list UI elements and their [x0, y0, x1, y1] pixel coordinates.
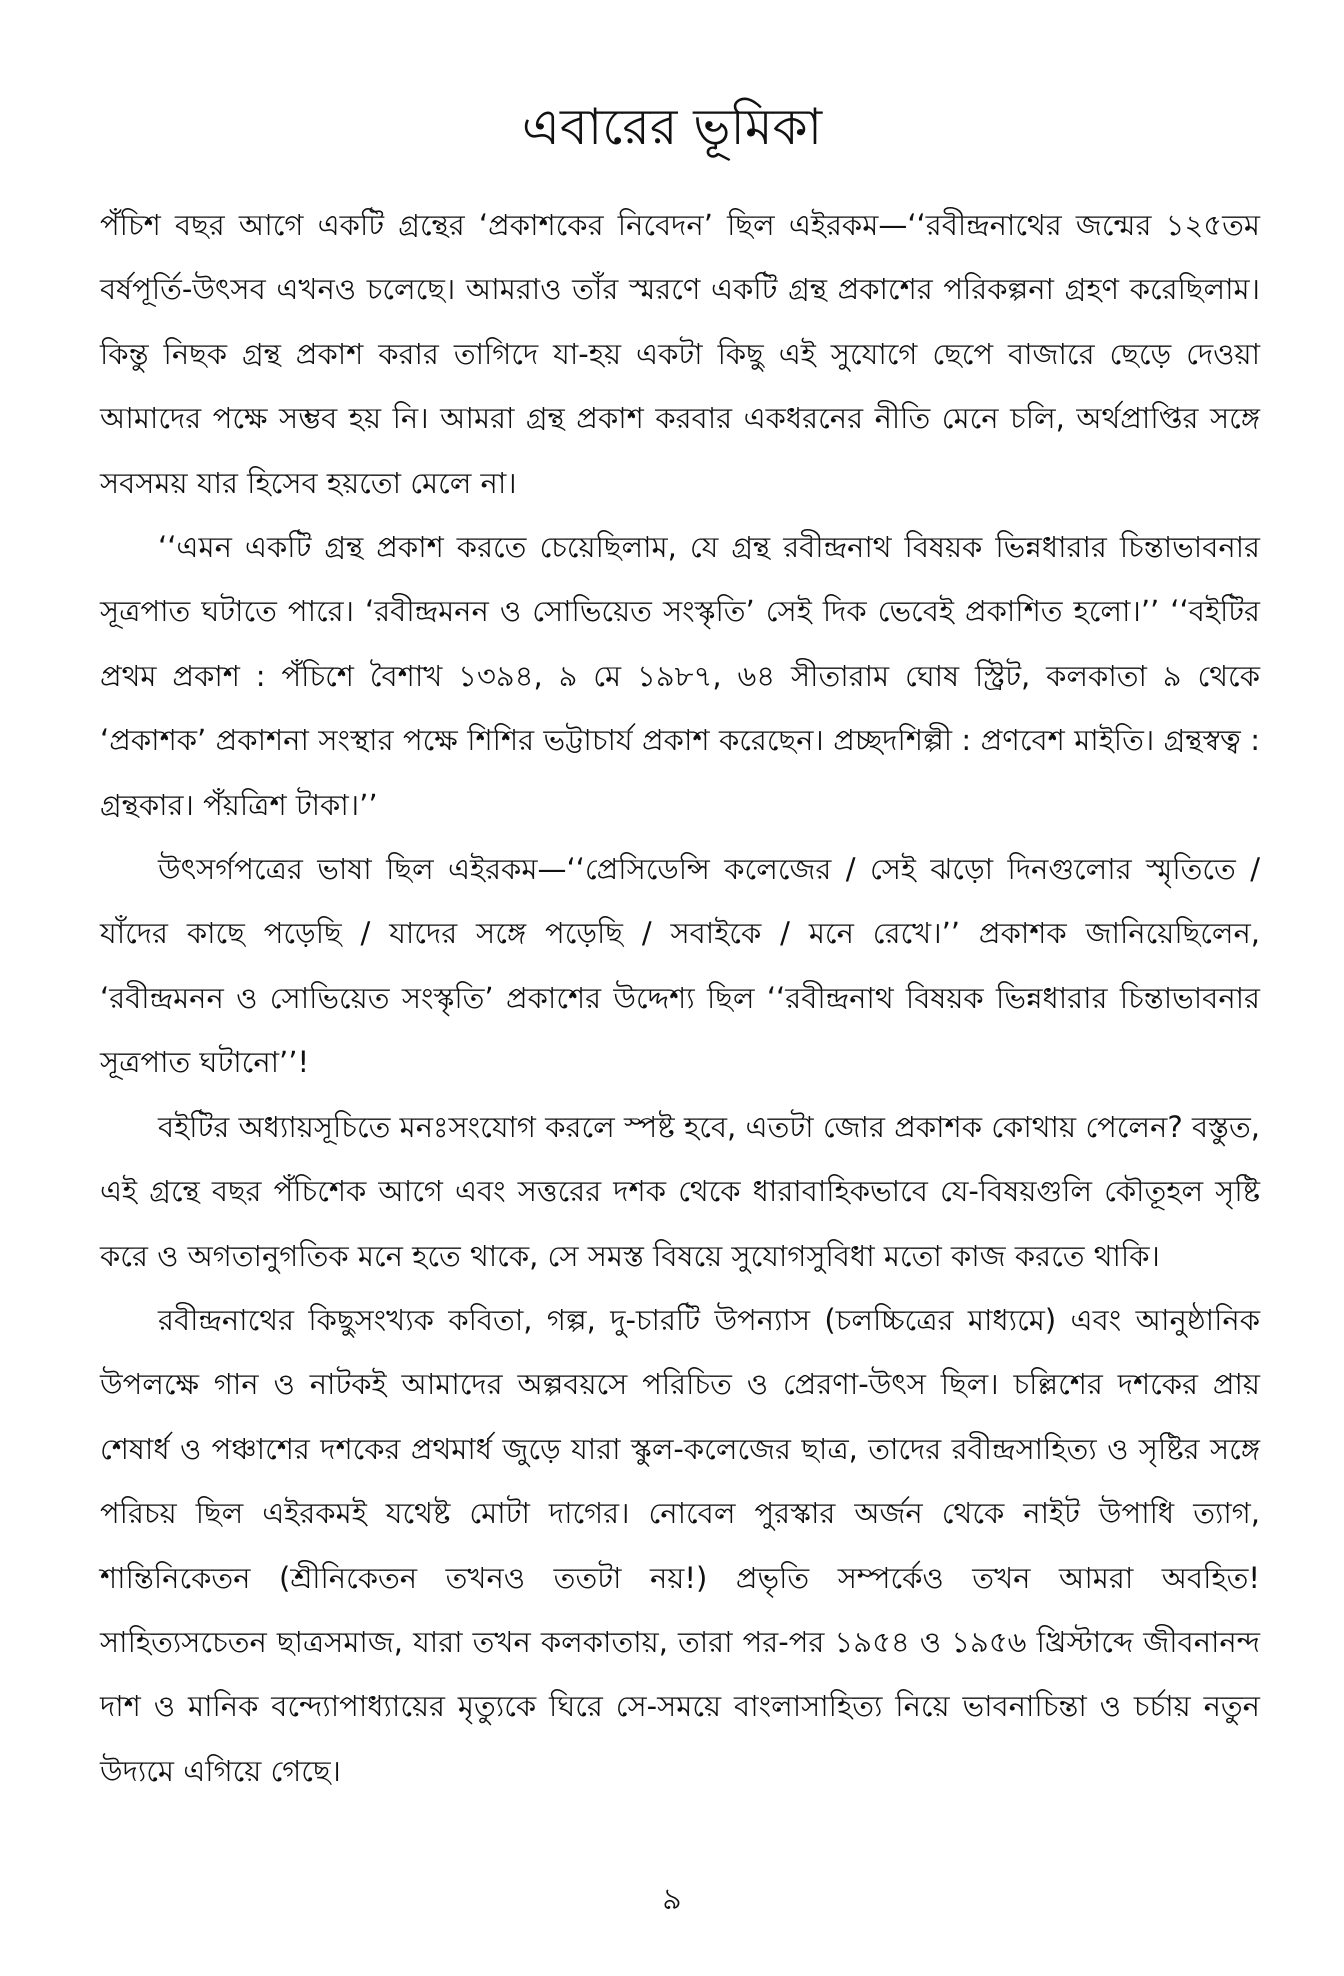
page-number: ৯ — [662, 1882, 682, 1917]
paragraph-3: উৎসর্গপত্রের ভাষা ছিল এইরকম—‘‘প্রেসিডেন্সি কলেজের / সেই ঝড়ো দিনগুলোর স্মৃতিতে / যাঁদের কাছে পড়েছি / যাদের সঙ্গে পড়েছি / সবাইকে / মনে রেখে।’’ প্রকাশক জানিয়েছিলেন, ‘রবীন্দ্রমনন ও সোভিয়েত সংস্কৃতি’ প্রকাশের উদ্দেশ্য ছিল ‘‘রবীন্দ্রনাথ বিষয়ক ভিন্নধারার চিন্তাভাবনার সূত্রপাত ঘটানো’’! — [100, 852, 1260, 1080]
paragraph-1: পঁচিশ বছর আগে একটি গ্রন্থের ‘প্রকাশকের নিবেদন’ ছিল এইরকম—‘‘রবীন্দ্রনাথের জন্মের ১২৫তম বর্ষপূর্তি-উৎসব এখনও চলেছে। আমরাও তাঁর স্মরণে একটি গ্রন্থ প্রকাশের পরিকল্পনা গ্রহণ করেছিলাম। কিন্তু নিছক গ্রন্থ প্রকাশ করার তাগিদে যা-হয় একটা কিছু এই সুযোগে ছেপে বাজারে ছেড়ে দেওয়া আমাদের পক্ষে সম্ভব হয় নি। আমরা গ্রন্থ প্রকাশ করবার একধরনের নীতি মেনে চলি, অর্থপ্রাপ্তির সঙ্গে সবসময় যার হিসেব হয়তো মেলে না। — [100, 208, 1260, 500]
paragraph-5: রবীন্দ্রনাথের কিছুসংখ্যক কবিতা, গল্প, দু-চারটি উপন্যাস (চলচ্চিত্রের মাধ্যমে) এবং আনুষ্ঠানিক উপলক্ষে গান ও নাটকই আমাদের অল্পবয়সে পরিচিত ও প্রেরণা-উৎস ছিল। চল্লিশের দশকের প্রায় শেষার্ধ ও পঞ্চাশের দশকের প্রথমার্ধ জুড়ে যারা স্কুল-কলেজের ছাত্র, তাদের রবীন্দ্রসাহিত্য ও সৃষ্টির সঙ্গে পরিচয় ছিল এইরকমই যথেষ্ট মোটা দাগের। নোবেল পুরস্কার অর্জন থেকে নাইট উপাধি ত্যাগ, শান্তিনিকেতন (শ্রীনিকেতন তখনও ততটা নয়!) প্রভৃতি সম্পর্কেও তখন আমরা অবহিত! সাহিত্যসচেতন ছাত্রসমাজ, যারা তখন কলকাতায়, তারা পর-পর ১৯৫৪ ও ১৯৫৬ খ্রিস্টাব্দে জীবনানন্দ দাশ ও মানিক বন্দ্যোপাধ্যায়ের মৃত্যুকে ঘিরে সে-সময়ে বাংলাসাহিত্য নিয়ে ভাবনাচিন্তা ও চর্চায় নতুন উদ্যমে এগিয়ে গেছে। — [100, 1302, 1260, 1788]
page-title: এবারের ভূমিকা — [521, 98, 823, 156]
body-text — [100, 193, 1260, 1803]
paragraph-2: ‘‘এমন একটি গ্রন্থ প্রকাশ করতে চেয়েছিলাম, যে গ্রন্থ রবীন্দ্রনাথ বিষয়ক ভিন্নধারার চিন্তাভাবনার সূত্রপাত ঘটাতে পারে। ‘রবীন্দ্রমনন ও সোভিয়েত সংস্কৃতি’ সেই দিক ভেবেই প্রকাশিত হলো।’’ ‘‘বইটির প্রথম প্রকাশ : পঁচিশে বৈশাখ ১৩৯৪, ৯ মে ১৯৮৭, ৬৪ সীতারাম ঘোষ স্ট্রিট, কলকাতা ৯ থেকে ‘প্রকাশক’ প্রকাশনা সংস্থার পক্ষে শিশির ভট্টাচার্য প্রকাশ করেছেন। প্রচ্ছদশিল্পী : প্রণবেশ মাইতি। গ্রন্থস্বত্ব : গ্রন্থকার। পঁয়ত্রিশ টাকা।’’ — [100, 530, 1260, 822]
paragraph-4: বইটির অধ্যায়সূচিতে মনঃসংযোগ করলে স্পষ্ট হবে, এতটা জোর প্রকাশক কোথায় পেলেন? বস্তুত, এই গ্রন্থে বছর পঁচিশেক আগে এবং সত্তরের দশক থেকে ধারাবাহিকভাবে যে-বিষয়গুলি কৌতূহল সৃষ্টি করে ও অগতানুগতিক মনে হতে থাকে, সে সমস্ত বিষয়ে সুযোগসুবিধা মতো কাজ করতে থাকি। — [100, 1109, 1260, 1273]
